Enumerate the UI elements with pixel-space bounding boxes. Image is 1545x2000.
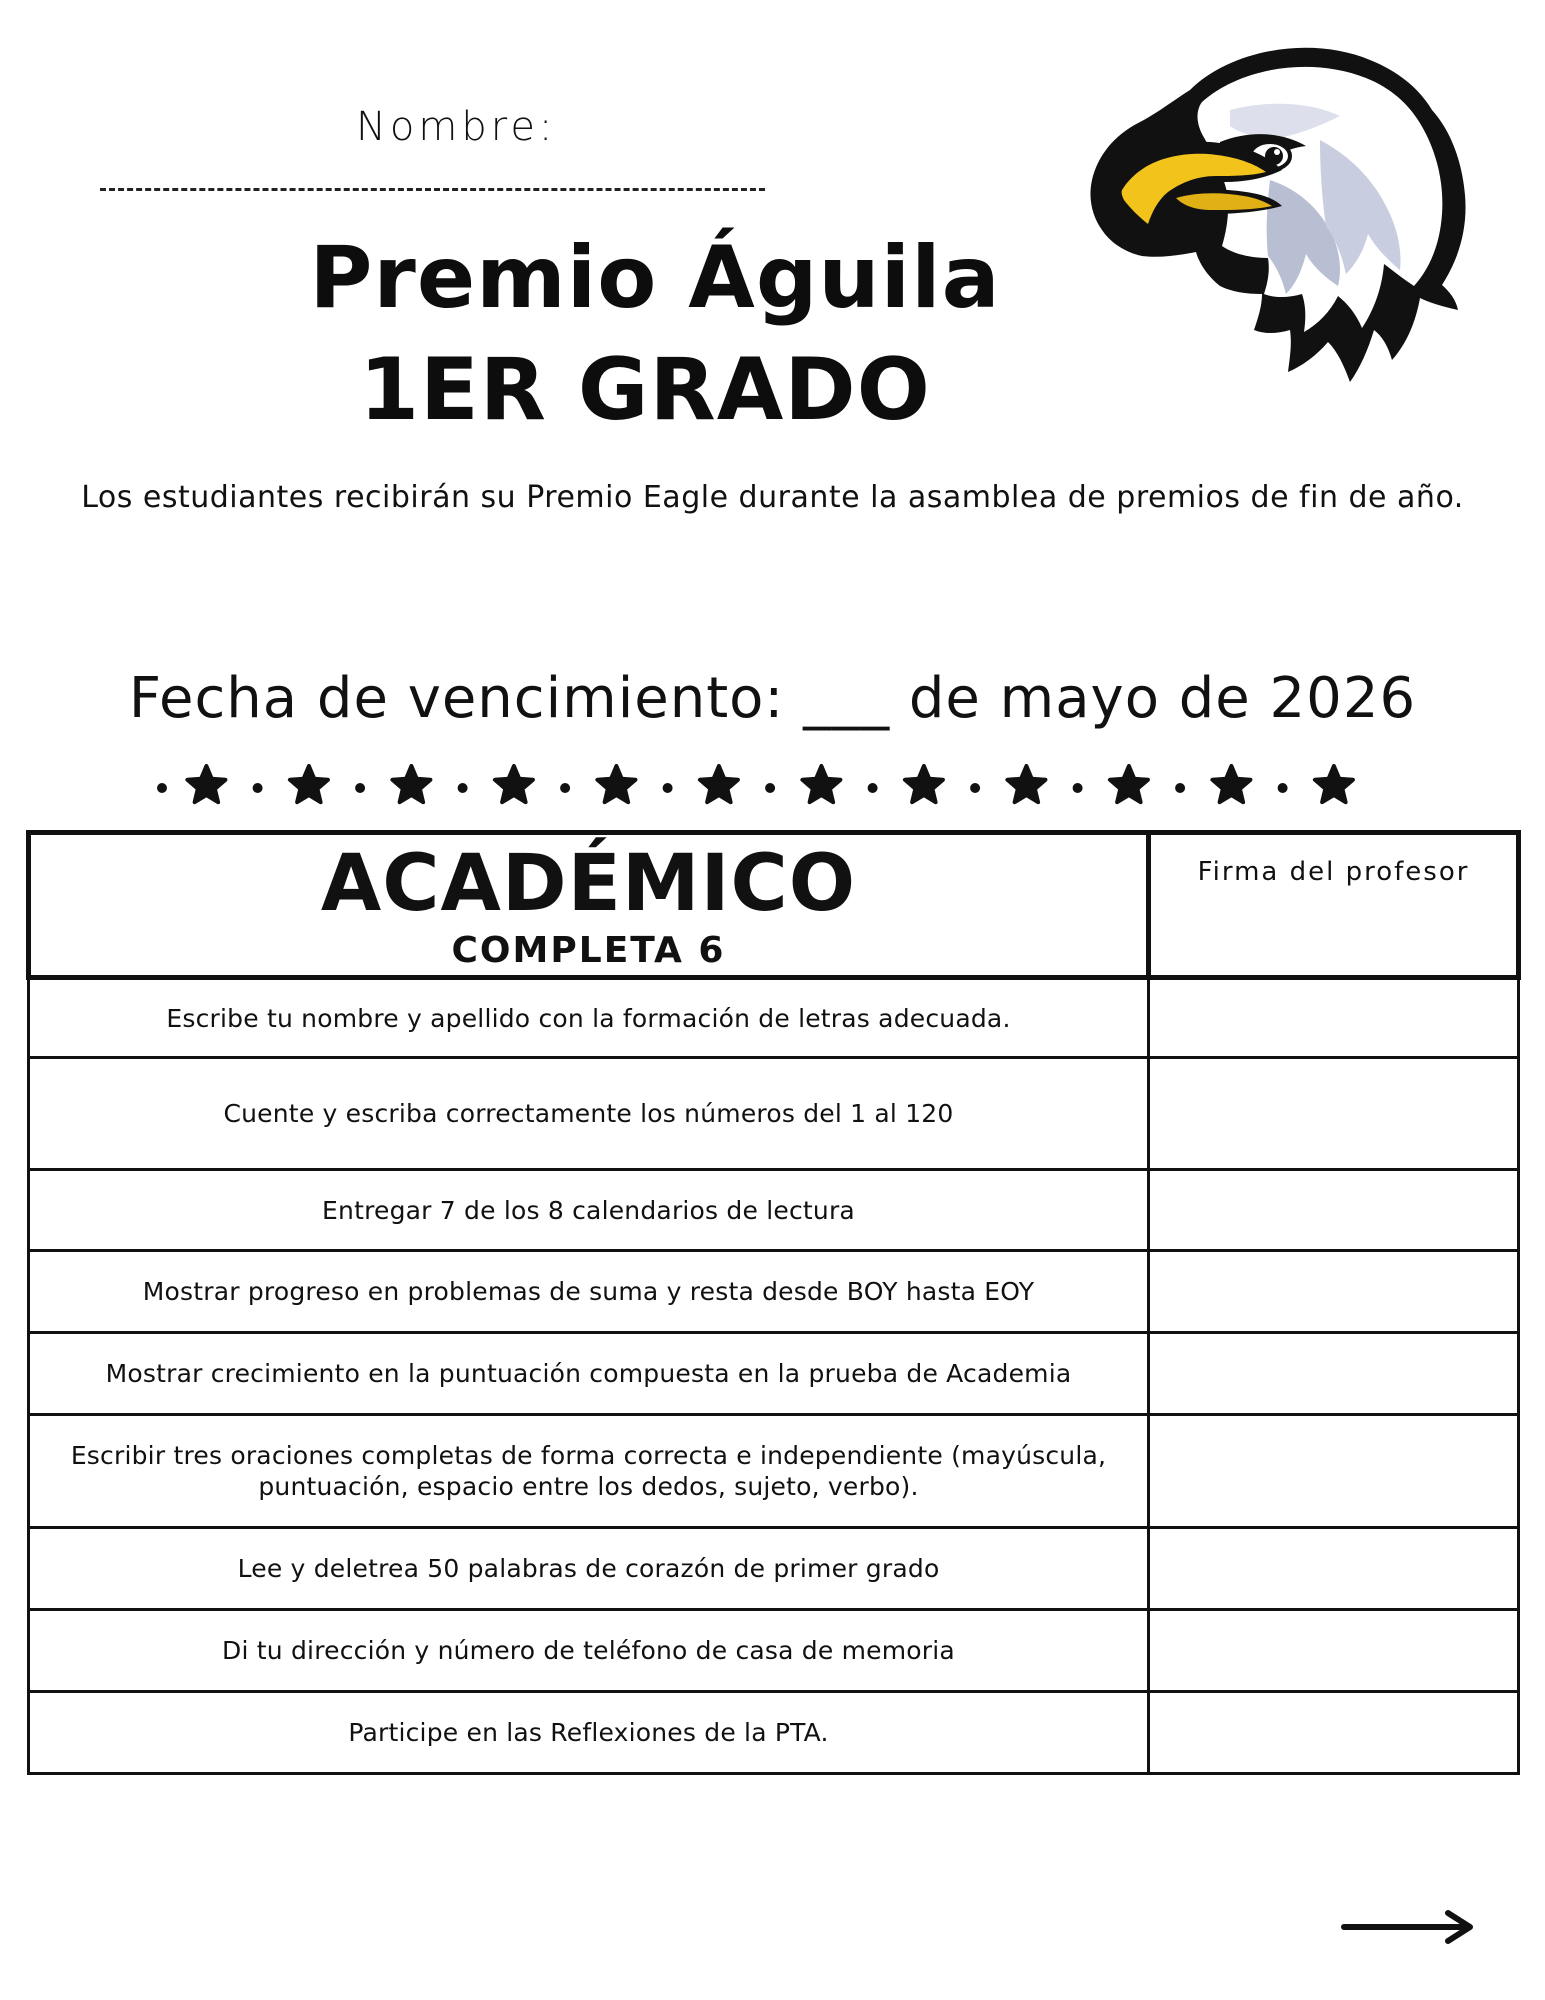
signature-cell[interactable] [1149,1333,1519,1415]
signature-header: Firma del profesor [1149,833,1519,978]
requirement-cell: Mostrar progreso en problemas de suma y resta desde BOY hasta EOY [29,1251,1149,1333]
requirement-cell: Escribir tres oraciones completas de forma correcta e independiente (mayúscula, puntuación, espacio entre los dedos, sujeto, verbo). [29,1415,1149,1528]
divider-star [290,766,328,802]
table-row [29,1333,1519,1415]
requirement-cell: Escribe tu nombre y apellido con la formación de letras adecuada. [29,978,1149,1058]
signature-cell[interactable] [1149,1610,1519,1692]
divider-star [1212,766,1250,802]
divider-dot [663,783,673,793]
requirement-cell: Cuente y escriba correctamente los números del 1 al 120 [29,1058,1149,1170]
divider-star [1315,766,1353,802]
table-row [29,1415,1519,1528]
table-header-row [29,833,1519,978]
divider-dot [1073,783,1083,793]
requirement-cell: Lee y deletrea 50 palabras de corazón de primer grado [29,1528,1149,1610]
divider-dot [560,783,570,793]
divider-star [1110,766,1148,802]
divider-star [1007,766,1045,802]
intro-text: Los estudiantes recibirán su Premio Eagle durante la asamblea de premios de fin de año. [81,480,1464,515]
table-row [29,1170,1519,1251]
table-row [29,1251,1519,1333]
requirement-cell: Mostrar crecimiento en la puntuación compuesta en la prueba de Academia [29,1333,1149,1415]
requirement-cell: Entregar 7 de los 8 calendarios de lectura [29,1170,1149,1251]
eagle-head-icon [1070,30,1470,400]
signature-cell[interactable] [1149,1528,1519,1610]
divider-star [802,766,840,802]
section-subtitle: COMPLETA 6 [451,929,726,971]
divider-dot [458,783,468,793]
divider-star [495,766,533,802]
table-row [29,978,1519,1058]
divider-dot [970,783,980,793]
signature-cell[interactable] [1149,1251,1519,1333]
divider-star [392,766,430,802]
name-label: Nombre: [356,104,557,150]
signature-cell[interactable] [1149,978,1519,1058]
divider-dot [1278,783,1288,793]
requirement-cell: Di tu dirección y número de teléfono de casa de memoria [29,1610,1149,1692]
arrow-right-icon [1340,1905,1480,1945]
due-date-text: Fecha de vencimiento: ___ de mayo de 2026 [128,666,1417,731]
divider-dot [355,783,365,793]
signature-cell[interactable] [1149,1692,1519,1774]
divider-star [905,766,943,802]
table-row [29,1058,1519,1170]
signature-cell[interactable] [1149,1415,1519,1528]
grade-title: 1ER GRADO [359,340,931,440]
divider-star [700,766,738,802]
requirement-cell: Participe en las Reflexiones de la PTA. [29,1692,1149,1774]
divider-dot [253,783,263,793]
section-header [29,833,1149,978]
divider-dot [1175,783,1185,793]
table-row [29,1528,1519,1610]
divider-star [597,766,635,802]
table-row [29,1692,1519,1774]
signature-cell[interactable] [1149,1170,1519,1251]
divider-dot [868,783,878,793]
award-table [26,830,1521,1775]
divider-dot [765,783,775,793]
signature-cell[interactable] [1149,1058,1519,1170]
divider-dot [157,783,167,793]
star-dot-divider-icon [150,762,1380,812]
table-row [29,1610,1519,1692]
section-title: ACADÉMICO [320,838,857,929]
page-title: Premio Águila [309,228,1001,328]
divider-star [187,766,225,802]
name-line[interactable] [100,188,765,191]
